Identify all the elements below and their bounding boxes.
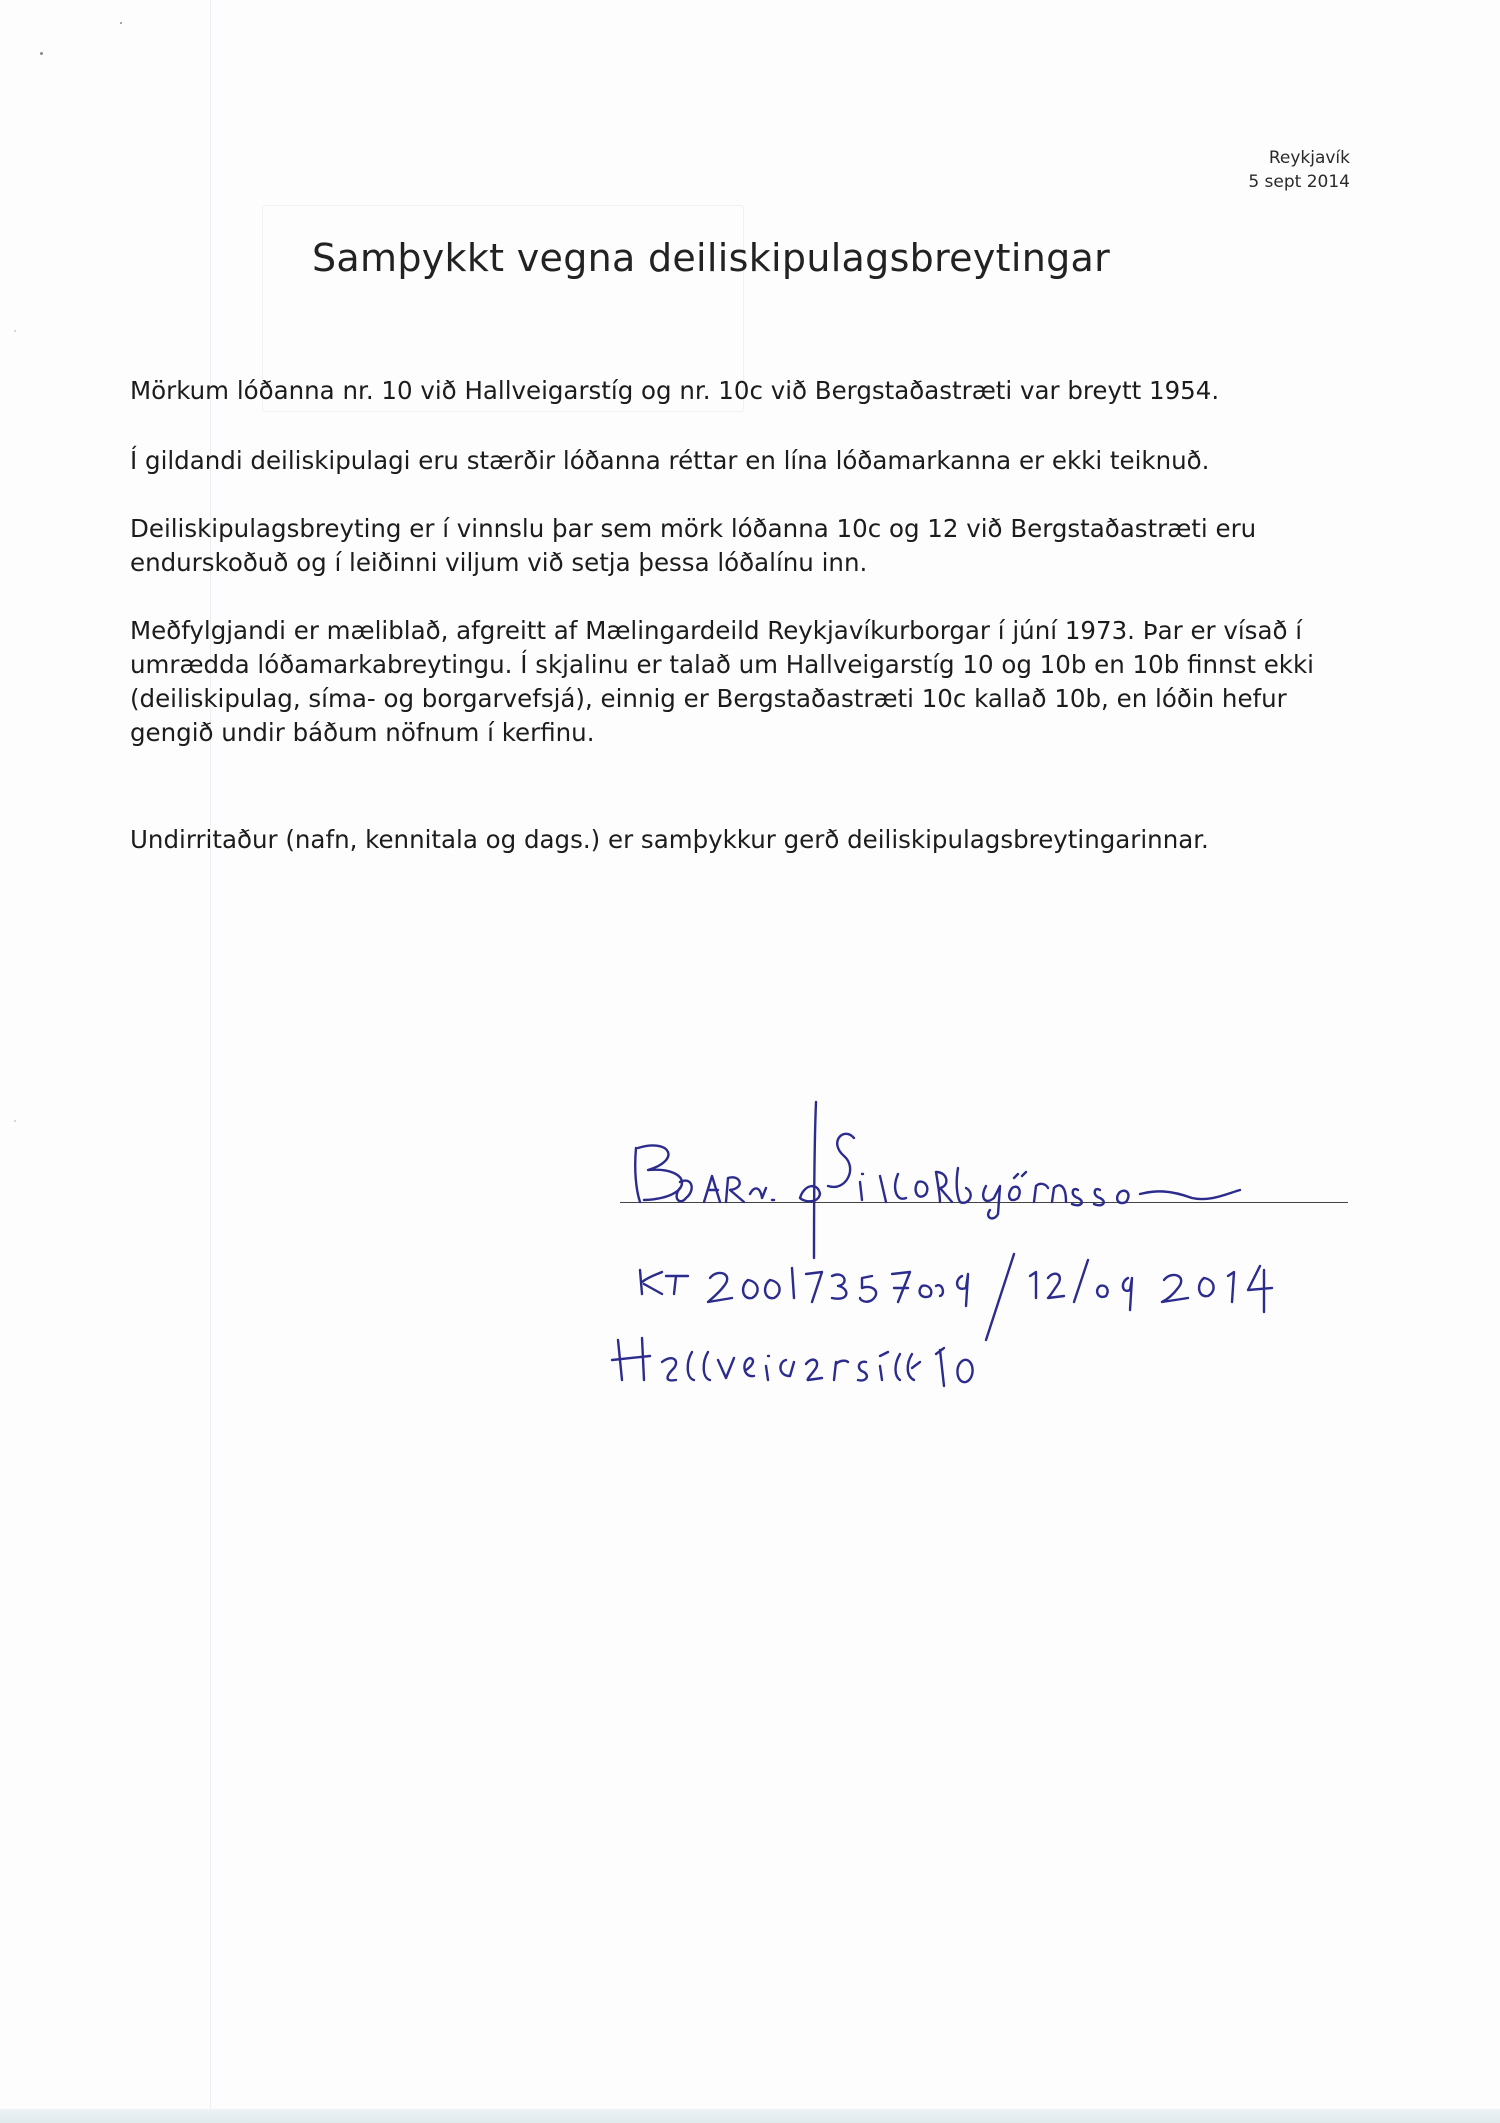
- scan-speck: [14, 1120, 16, 1122]
- date-text: 5 sept 2014: [1248, 172, 1350, 192]
- signature-ink: [612, 1102, 1272, 1386]
- paragraph-3: Deiliskipulagsbreyting er í vinnslu þar sem mörk lóðanna 10c og 12 við Bergstaðastræti eru endurskoðuð og í leiðinni viljum við setja þessa lóðalínu inn.: [130, 514, 1257, 577]
- scan-speck: [40, 52, 43, 55]
- scan-bottom-edge: [0, 2109, 1500, 2123]
- scan-speck: [14, 330, 16, 332]
- handwritten-signature: [600, 1090, 1420, 1390]
- paragraph-4: Meðfylgjandi er mæliblað, afgreitt af Mælingardeild Reykjavíkurborgar í júní 1973. Þar er vísað í umrædda lóðamarkabreytingu. Í skjalinu er talað um Hallveigarstíg 10 og 10b en 10b finnst ekki (deiliskipulag, síma- og borgarvefsjá), einnig er Bergstaðastræti 10c kallað 10b, en lóðin hefur gengið undir báðum nöfnum í kerfinu.: [130, 616, 1314, 747]
- paragraph-5: Undirritaður (nafn, kennitala og dags.) er samþykkur gerð deiliskipulagsbreytingarinnar.: [130, 825, 1209, 854]
- place-text: Reykjavík: [1268, 148, 1350, 168]
- scan-speck: [120, 22, 122, 24]
- document-title: Samþykkt vegna deiliskipulagsbreytingar: [312, 236, 1111, 280]
- place-and-date: [1248, 146, 1350, 194]
- paragraph-2: Í gildandi deiliskipulagi eru stærðir lóðanna réttar en lína lóðamarkanna er ekki teiknuð.: [130, 446, 1210, 475]
- paragraph-1: Mörkum lóðanna nr. 10 við Hallveigarstíg og nr. 10c við Bergstaðastræti var breytt 1954.: [130, 376, 1220, 405]
- scan-artifact-line: [210, 0, 211, 2123]
